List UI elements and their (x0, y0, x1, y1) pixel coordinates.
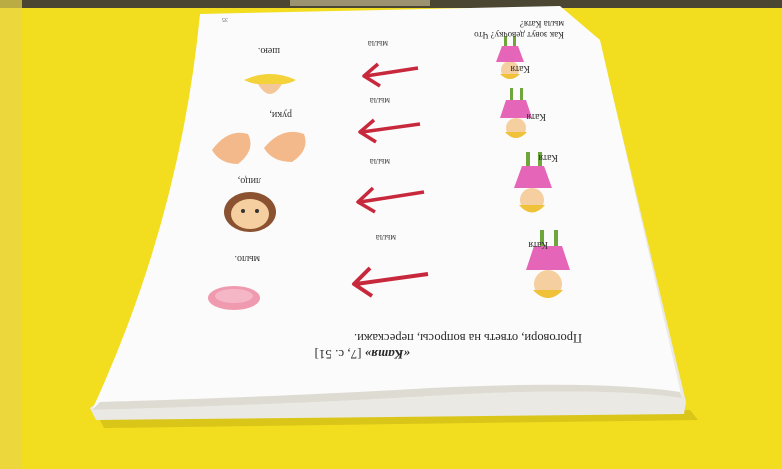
title-reference: [7, с. 51] (314, 347, 362, 362)
row-1-subject: Катя (510, 63, 530, 74)
page-number: 35 (222, 16, 228, 22)
row-1-verb: мыла (367, 39, 388, 49)
row-3-subject: Катя (538, 152, 558, 163)
row-2-object: руки, (269, 109, 292, 120)
row-3-verb: мыла (369, 157, 390, 167)
row-4-verb: мыла (375, 233, 396, 243)
questions-text: Как зовут девочку? Что мыла Катя? (474, 19, 564, 40)
worksheet-title (315, 346, 410, 362)
instruction-text: Проговори, ответь на вопросы, перескажи. (354, 331, 582, 345)
title-name: «Катя» (364, 347, 410, 362)
row-4-object: мыло. (234, 253, 260, 264)
row-4-subject: Катя (528, 239, 548, 250)
row-2-verb: мыла (369, 96, 390, 106)
row-3-object: лицо, (237, 175, 261, 186)
row-1-object: шею. (257, 45, 280, 56)
row-2-subject: Катя (526, 111, 546, 122)
